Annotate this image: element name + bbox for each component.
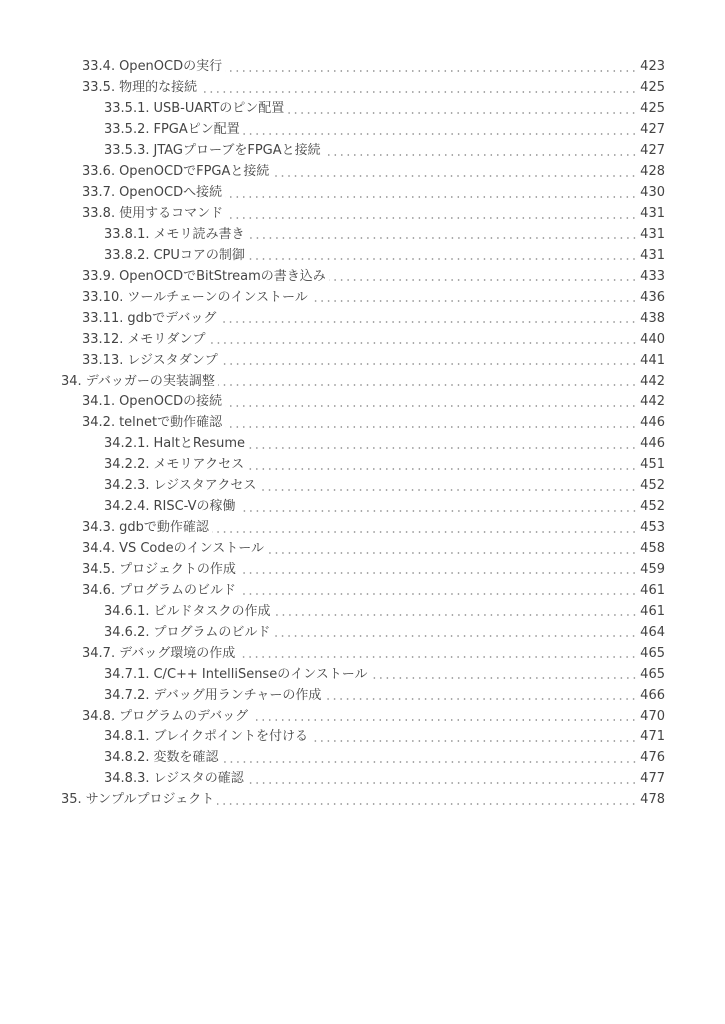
toc-entry-34-8[interactable] bbox=[0, 706, 725, 727]
toc-entry-number: 33.4. bbox=[82, 59, 116, 75]
toc-entry-title: レジスタアクセス bbox=[153, 478, 257, 494]
dot-leader bbox=[248, 237, 638, 239]
toc-entry-number: 33.8. bbox=[82, 206, 116, 222]
toc-entry-number: 34.2.4. bbox=[104, 499, 150, 515]
toc-entry-page-number: 425 bbox=[640, 101, 665, 117]
dot-leader bbox=[239, 593, 637, 595]
toc-entry-number: 33.12. bbox=[82, 331, 124, 347]
toc-entry-title: レジスタの確認 bbox=[153, 771, 244, 787]
toc-entry-page-number: 461 bbox=[640, 603, 665, 619]
dot-leader bbox=[212, 531, 637, 533]
toc-entry-33-7[interactable] bbox=[0, 183, 725, 204]
toc-entry-34-2-3[interactable] bbox=[0, 476, 725, 497]
toc-entry-33-4[interactable] bbox=[0, 57, 725, 78]
toc-entry-number: 35. bbox=[61, 792, 82, 808]
toc-entry-page-number: 471 bbox=[640, 729, 665, 745]
toc-entry-number: 34.8.2. bbox=[104, 750, 150, 766]
dot-leader bbox=[225, 426, 637, 428]
toc-entry-34-6-2[interactable] bbox=[0, 622, 725, 643]
toc-entry-title: サンプルプロジェクト bbox=[85, 792, 215, 808]
toc-entry-title: OpenOCDの接続 bbox=[119, 394, 223, 410]
table-of-contents bbox=[0, 57, 725, 811]
toc-entry-34-1[interactable] bbox=[0, 392, 725, 413]
toc-entry-title: ビルドタスクの作成 bbox=[153, 603, 271, 619]
toc-entry-number: 33.5.1. bbox=[104, 101, 150, 117]
toc-entry-page-number: 452 bbox=[640, 499, 665, 515]
toc-entry-34-2-2[interactable] bbox=[0, 455, 725, 476]
dot-leader bbox=[324, 698, 637, 700]
dot-leader bbox=[251, 719, 637, 721]
dot-leader bbox=[218, 384, 637, 386]
dot-leader bbox=[243, 133, 637, 135]
toc-entry-number: 33.11. bbox=[82, 310, 124, 326]
toc-entry-34-7-1[interactable] bbox=[0, 664, 725, 685]
toc-entry-34-8-3[interactable] bbox=[0, 769, 725, 790]
dot-leader bbox=[248, 258, 637, 260]
dot-leader bbox=[219, 321, 637, 323]
toc-entry-number: 33.8.2. bbox=[104, 247, 150, 263]
toc-entry-number: 34.7.1. bbox=[104, 666, 150, 682]
toc-entry-page-number: 476 bbox=[640, 750, 665, 766]
toc-entry-title: メモリアクセス bbox=[153, 457, 245, 473]
dot-leader bbox=[222, 761, 638, 763]
toc-entry-34-8-1[interactable] bbox=[0, 727, 725, 748]
dot-leader bbox=[225, 405, 637, 407]
toc-entry-page-number: 465 bbox=[640, 666, 665, 682]
toc-entry-title: メモリダンプ bbox=[127, 331, 206, 347]
toc-entry-title: RISC-Vの稼働 bbox=[153, 499, 236, 515]
toc-entry-number: 34.2. bbox=[82, 415, 116, 431]
dot-leader bbox=[259, 489, 637, 491]
toc-entry-page-number: 430 bbox=[640, 185, 665, 201]
toc-entry-number: 34.2.1. bbox=[104, 436, 150, 452]
toc-entry-page-number: 446 bbox=[640, 436, 665, 452]
toc-entry-title: デバッガーの実装調整 bbox=[85, 373, 215, 389]
toc-entry-title: telnetで動作確認 bbox=[119, 415, 223, 431]
toc-entry-title: プロジェクトの作成 bbox=[119, 561, 236, 577]
toc-entry-number: 33.13. bbox=[82, 352, 124, 368]
toc-entry-number: 34.8.1. bbox=[104, 729, 150, 745]
toc-entry-title: 使用するコマンド bbox=[119, 206, 224, 222]
toc-entry-number: 33.5.3. bbox=[104, 143, 150, 159]
dot-leader bbox=[324, 154, 638, 156]
dot-leader bbox=[217, 803, 637, 805]
toc-entry-page-number: 431 bbox=[640, 247, 665, 263]
toc-entry-page-number: 466 bbox=[640, 687, 665, 703]
toc-entry-title: HaltとResume bbox=[153, 436, 246, 452]
toc-entry-title: JTAGプローブをFPGAと接続 bbox=[153, 143, 321, 159]
toc-entry-33-12[interactable] bbox=[0, 329, 725, 350]
toc-entry-page-number: 423 bbox=[640, 59, 665, 75]
toc-entry-33-13[interactable] bbox=[0, 350, 725, 371]
toc-entry-page-number: 438 bbox=[640, 310, 665, 326]
toc-entry-number: 33.5. bbox=[82, 80, 116, 96]
toc-entry-title: gdbでデバッグ bbox=[127, 310, 217, 326]
toc-entry-title: ツールチェーンのインストール bbox=[127, 289, 308, 305]
toc-entry-page-number: 427 bbox=[640, 122, 665, 138]
toc-entry-page-number: 452 bbox=[640, 478, 665, 494]
toc-entry-33-5-2[interactable] bbox=[0, 120, 725, 141]
toc-entry-number: 34.2.2. bbox=[104, 457, 150, 473]
dot-leader bbox=[239, 510, 638, 512]
dot-leader bbox=[225, 196, 637, 198]
toc-entry-number: 34.4. bbox=[82, 541, 116, 557]
dot-leader bbox=[274, 614, 638, 616]
dot-leader bbox=[247, 782, 637, 784]
toc-entry-34-2-1[interactable] bbox=[0, 434, 725, 455]
toc-entry-33-5[interactable] bbox=[0, 78, 725, 99]
toc-entry-page-number: 433 bbox=[640, 268, 665, 284]
toc-entry-number: 34.8.3. bbox=[104, 771, 150, 787]
toc-entry-33-8-2[interactable] bbox=[0, 245, 725, 266]
toc-entry-title: CPUコアの制御 bbox=[153, 247, 245, 263]
toc-entry-title: デバッグ用ランチャーの作成 bbox=[153, 687, 322, 703]
toc-entry-title: ブレイクポイントを付ける bbox=[153, 729, 309, 745]
toc-entry-33-5-1[interactable] bbox=[0, 99, 725, 120]
toc-entry-33-8-1[interactable] bbox=[0, 225, 725, 246]
toc-entry-title: レジスタダンプ bbox=[127, 352, 218, 368]
toc-entry-number: 34.8. bbox=[82, 708, 116, 724]
toc-entry-page-number: 431 bbox=[640, 226, 665, 242]
toc-entry-34-6[interactable] bbox=[0, 580, 725, 601]
toc-entry-page-number: 477 bbox=[640, 771, 665, 787]
toc-entry-number: 34.2.3. bbox=[104, 478, 150, 494]
dot-leader bbox=[239, 572, 637, 574]
toc-entry-page-number: 427 bbox=[640, 143, 665, 159]
toc-entry-number: 34.6.1. bbox=[104, 603, 150, 619]
toc-entry-page-number: 461 bbox=[640, 582, 665, 598]
toc-entry-34-5[interactable] bbox=[0, 560, 725, 581]
toc-entry-page-number: 440 bbox=[640, 331, 665, 347]
toc-entry-title: デバッグ環境の作成 bbox=[119, 645, 236, 661]
toc-entry-34-2[interactable] bbox=[0, 413, 725, 434]
toc-entry-number: 34.1. bbox=[82, 394, 116, 410]
toc-entry-page-number: 436 bbox=[640, 289, 665, 305]
toc-entry-34-7[interactable] bbox=[0, 643, 725, 664]
toc-entry-34-8-2[interactable] bbox=[0, 748, 725, 769]
toc-entry-page-number: 465 bbox=[640, 645, 665, 661]
toc-entry-34[interactable] bbox=[0, 371, 725, 392]
toc-entry-number: 34.5. bbox=[82, 561, 116, 577]
dot-leader bbox=[311, 300, 637, 302]
toc-entry-34-4[interactable] bbox=[0, 539, 725, 560]
toc-entry-33-6[interactable] bbox=[0, 162, 725, 183]
toc-entry-number: 33.10. bbox=[82, 289, 124, 305]
toc-entry-35[interactable] bbox=[0, 790, 725, 811]
toc-entry-page-number: 458 bbox=[640, 541, 665, 557]
toc-entry-title: C/C++ IntelliSenseのインストール bbox=[153, 666, 368, 682]
toc-entry-title: USB-UARTのピン配置 bbox=[153, 101, 285, 117]
dot-leader bbox=[371, 677, 638, 679]
toc-entry-number: 34.3. bbox=[82, 520, 116, 536]
dot-leader bbox=[226, 217, 637, 219]
toc-entry-title: プログラムのビルド bbox=[153, 624, 271, 640]
toc-entry-title: OpenOCDでBitStreamの書き込み bbox=[119, 268, 326, 284]
toc-entry-page-number: 442 bbox=[640, 394, 665, 410]
dot-leader bbox=[247, 468, 637, 470]
toc-entry-title: VS Codeのインストール bbox=[119, 541, 264, 557]
toc-entry-page-number: 464 bbox=[640, 624, 665, 640]
dot-leader bbox=[267, 552, 637, 554]
toc-entry-page-number: 451 bbox=[640, 457, 665, 473]
toc-entry-page-number: 431 bbox=[640, 206, 665, 222]
toc-entry-34-7-2[interactable] bbox=[0, 685, 725, 706]
dot-leader bbox=[238, 656, 637, 658]
toc-entry-page-number: 453 bbox=[640, 520, 665, 536]
toc-entry-33-10[interactable] bbox=[0, 287, 725, 308]
toc-entry-number: 33.5.2. bbox=[104, 122, 150, 138]
toc-entry-number: 34.7. bbox=[82, 645, 116, 661]
toc-entry-33-8[interactable] bbox=[0, 204, 725, 225]
toc-entry-title: OpenOCDでFPGAと接続 bbox=[119, 164, 270, 180]
toc-entry-number: 34. bbox=[61, 373, 82, 389]
dot-leader bbox=[221, 363, 637, 365]
dot-leader bbox=[329, 279, 637, 281]
toc-entry-title: gdbで動作確認 bbox=[119, 520, 209, 536]
toc-entry-33-9[interactable] bbox=[0, 266, 725, 287]
toc-entry-34-6-1[interactable] bbox=[0, 601, 725, 622]
toc-entry-number: 34.6.2. bbox=[104, 624, 150, 640]
toc-entry-title: プログラムのデバッグ bbox=[119, 708, 249, 724]
toc-entry-number: 34.6. bbox=[82, 582, 116, 598]
toc-entry-page-number: 478 bbox=[640, 792, 665, 808]
toc-entry-33-11[interactable] bbox=[0, 308, 725, 329]
dot-leader bbox=[273, 635, 637, 637]
toc-entry-title: FPGAピン配置 bbox=[153, 122, 240, 138]
toc-entry-title: 物理的な接続 bbox=[119, 80, 198, 96]
toc-entry-title: プログラムのビルド bbox=[119, 582, 236, 598]
toc-entry-page-number: 446 bbox=[640, 415, 665, 431]
toc-entry-number: 33.7. bbox=[82, 185, 116, 201]
dot-leader bbox=[287, 112, 637, 114]
toc-entry-33-5-3[interactable] bbox=[0, 141, 725, 162]
toc-entry-title: メモリ読み書き bbox=[153, 226, 245, 242]
toc-entry-page-number: 442 bbox=[640, 373, 665, 389]
toc-entry-page-number: 470 bbox=[640, 708, 665, 724]
toc-entry-number: 33.6. bbox=[82, 164, 116, 180]
toc-entry-page-number: 425 bbox=[640, 80, 665, 96]
dot-leader bbox=[272, 175, 637, 177]
dot-leader bbox=[209, 342, 638, 344]
dot-leader bbox=[225, 70, 637, 72]
toc-entry-title: OpenOCDへ接続 bbox=[119, 185, 223, 201]
toc-entry-number: 33.9. bbox=[82, 268, 116, 284]
toc-entry-page-number: 441 bbox=[640, 352, 665, 368]
toc-entry-number: 34.7.2. bbox=[104, 687, 150, 703]
dot-leader bbox=[248, 447, 637, 449]
dot-leader bbox=[200, 91, 637, 93]
toc-entry-34-2-4[interactable] bbox=[0, 497, 725, 518]
toc-entry-title: 変数を確認 bbox=[153, 750, 219, 766]
toc-entry-page-number: 459 bbox=[640, 561, 665, 577]
toc-entry-page-number: 428 bbox=[640, 164, 665, 180]
toc-entry-title: OpenOCDの実行 bbox=[119, 59, 223, 75]
dot-leader bbox=[311, 740, 637, 742]
toc-entry-34-3[interactable] bbox=[0, 518, 725, 539]
toc-entry-number: 33.8.1. bbox=[104, 226, 150, 242]
